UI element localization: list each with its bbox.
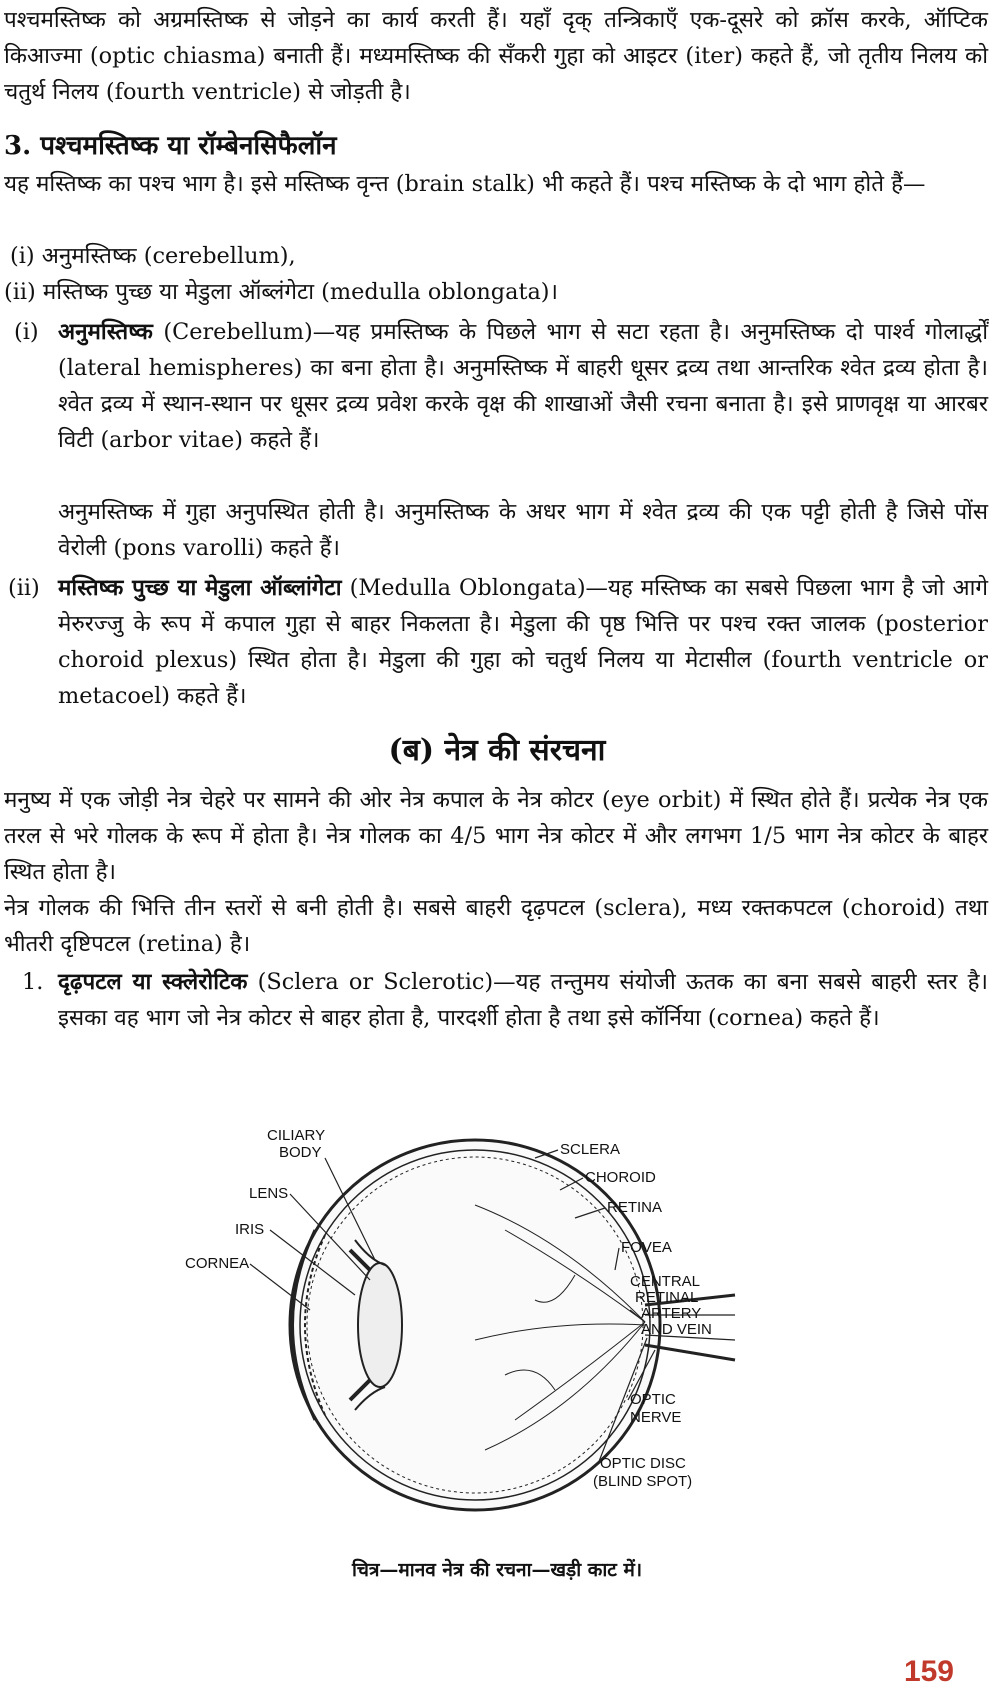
term-medulla: मस्तिष्क पुच्छ या मेडुला ऑब्लांगेटा bbox=[58, 575, 342, 601]
section-heading-hindbrain: 3. पश्चमस्तिष्क या रॉम्बेनसिफैलॉन bbox=[4, 131, 337, 161]
paragraph-cerebellum-2: अनुमस्तिष्क में गुहा अनुपस्थित होती है। अनुमस्तिष्क के अधर भाग में श्वेत द्रव्य की एक पट्टी होती है जिसे पोंस वेरोली (pons varolli) कहते हैं। bbox=[58, 499, 988, 561]
paragraph-midbrain: पश्चमस्तिष्क को अग्रमस्तिष्क से जोड़ने का कार्य करती हैं। यहाँ दृक् तन्त्रिकाएँ एक-दूसरे को क्रॉस करके, ऑप्टिक किआज्मा (optic chiasma) बनाती हैं। मध्यमस्तिष्क की सँकरी गुहा को आइटर (iter) कहते हैं, जो तृतीय निलय को चतुर्थ निलय (fourth ventricle) से जोड़ती है। bbox=[4, 7, 988, 105]
figure-caption: चित्र—मानव नेत्र की रचना—खड़ी काट में। bbox=[351, 1559, 643, 1581]
label-central-1: CENTRAL bbox=[630, 1273, 701, 1290]
paragraph-eye-intro: मनुष्य में एक जोड़ी नेत्र चेहरे पर सामने की ओर नेत्र कपाल के नेत्र कोटर (eye orbit) में स्थित होते हैं। प्रत्येक नेत्र एक तरल से भरे गोलक के रूप में होता है। नेत्र गोलक का 4/5 भाग नेत्र कोटर में और लगभग 1/5 भाग नेत्र कोटर के बाहर स्थित होता है। bbox=[4, 787, 988, 885]
label-optic-2: NERVE bbox=[630, 1409, 682, 1426]
label-disc-1: OPTIC DISC bbox=[600, 1455, 686, 1472]
label-retina: RETINA bbox=[607, 1199, 663, 1216]
label-choroid: CHOROID bbox=[585, 1169, 656, 1186]
label-ciliary-2: BODY bbox=[279, 1144, 322, 1161]
medulla-number: (ii) bbox=[8, 575, 40, 601]
cerebellum-text: (Cerebellum)—यह प्रमस्तिष्क के पिछले भाग से सटा रहता है। अनुमस्तिष्क दो पार्श्व गोलार्द्धों (lateral hemispheres) का बना होता है। अनुमस्तिष्क में बाहरी धूसर द्रव्य तथा आन्तरिक श्वेत द्रव्य होता है। श्वेत द्रव्य में स्थान-स्थान पर धूसर द्रव्य प्रवेश करके वृक्ष की शाखाओं जैसी रचना बनाता है। इसे प्राणवृक्ष या आरबर विटी (arbor vitae) कहते हैं। bbox=[58, 319, 988, 453]
label-disc-2: (BLIND SPOT) bbox=[593, 1473, 693, 1490]
label-sclera: SCLERA bbox=[560, 1141, 621, 1158]
sclera-number: 1. bbox=[22, 969, 44, 995]
label-ciliary-1: CILIARY bbox=[267, 1127, 326, 1144]
label-lens: LENS bbox=[249, 1185, 289, 1202]
label-fovea: FOVEA bbox=[621, 1239, 672, 1256]
paragraph-medulla bbox=[58, 570, 988, 714]
section-heading-eye: (ब) नेत्र की संरचना bbox=[388, 733, 606, 768]
label-iris: IRIS bbox=[235, 1221, 265, 1238]
cerebellum-number: (i) bbox=[14, 319, 39, 345]
label-cornea: CORNEA bbox=[185, 1255, 250, 1272]
paragraph-sclera bbox=[58, 964, 988, 1036]
label-central-4: AND VEIN bbox=[641, 1321, 712, 1338]
list-item-medulla: (ii) मस्तिष्क पुच्छ या मेडुला ऑब्लंगेटा (medulla oblongata)। bbox=[4, 279, 559, 305]
term-sclera: दृढ़पटल या स्क्लेरोटिक bbox=[58, 969, 248, 995]
label-central-2: RETINAL bbox=[635, 1289, 699, 1306]
paragraph-hindbrain: यह मस्तिष्क का पश्च भाग है। इसे मस्तिष्क वृन्त (brain stalk) भी कहते हैं। पश्च मस्तिष्क के दो भाग होते हैं— bbox=[4, 171, 926, 197]
medulla-text: (Medulla Oblongata)—यह मस्तिष्क का सबसे पिछला भाग है जो आगे मेरुरज्जु के रूप में कपाल गुहा से बाहर निकलता है। मेडुला की पृष्ठ भित्ति पर पश्च रक्त जालक (posterior choroid plexus) स्थित होता है। मेडुला की गुहा को चतुर्थ निलय या मेटासील (fourth ventricle or metacoel) कहते हैं। bbox=[58, 575, 988, 709]
page-number: 159 bbox=[903, 1655, 954, 1688]
sclera-text: (Sclera or Sclerotic)—यह तन्तुमय संयोजी ऊतक का बना सबसे बाहरी स्तर है। इसका वह भाग जो नेत्र कोटर से बाहर होता है, पारदर्शी होता है तथा इसे कॉर्निया (cornea) कहते हैं। bbox=[58, 969, 988, 1031]
label-optic-1: OPTIC bbox=[630, 1391, 676, 1408]
list-item-cerebellum: (i) अनुमस्तिष्क (cerebellum), bbox=[10, 243, 296, 269]
paragraph-cerebellum bbox=[58, 314, 988, 458]
term-cerebellum: अनुमस्तिष्क bbox=[58, 319, 153, 345]
paragraph-eye-layers: नेत्र गोलक की भित्ति तीन स्तरों से बनी होती है। सबसे बाहरी दृढ़पटल (sclera), मध्य रक्तकपटल (choroid) तथा भीतरी दृष्टिपटल (retina) है। bbox=[4, 895, 988, 957]
eye-diagram bbox=[175, 1110, 795, 1540]
label-central-3: ARTERY bbox=[641, 1305, 702, 1322]
